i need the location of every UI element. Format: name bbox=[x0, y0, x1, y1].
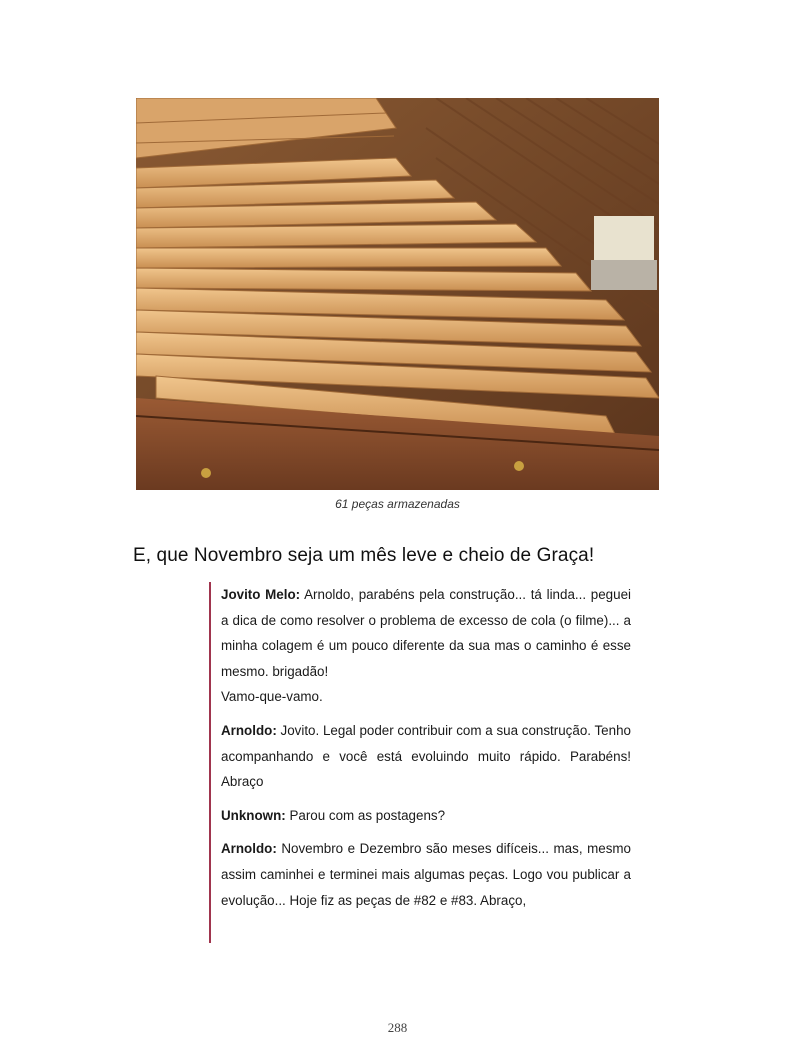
comment bbox=[221, 718, 631, 795]
comment bbox=[221, 803, 631, 829]
comment-text: Parou com as postagens? bbox=[289, 807, 446, 823]
stacked-wood-illustration bbox=[136, 98, 659, 490]
comment-text-extra: Vamo-que-vamo. bbox=[221, 689, 323, 705]
comment-author: Arnoldo: bbox=[221, 722, 277, 738]
comment-thread bbox=[209, 582, 631, 943]
comment-text: Novembro e Dezembro são meses difíceis... mas, mesmo assim caminhei e terminei mais algumas peças. Logo vou publicar a evolução... Hoje fiz as peças de #82 e #83. Abraço, bbox=[221, 841, 631, 908]
comment bbox=[221, 582, 631, 710]
comment bbox=[221, 836, 631, 913]
comment-author: Jovito Melo: bbox=[221, 587, 301, 602]
page-number: 288 bbox=[387, 1020, 408, 1035]
comment-author: Unknown: bbox=[221, 807, 286, 823]
comment-text: Jovito. Legal poder contribuir com a sua construção. Tenho acompanhando e você está evoluindo muito rápido. Parabéns! Abraço bbox=[221, 722, 631, 790]
photo-caption: 61 peças armazenadas bbox=[335, 497, 460, 511]
wood-pieces-photo bbox=[136, 98, 659, 490]
comment-text: Arnoldo, parabéns pela construção... tá linda... peguei a dica de como resolver o problema de excesso de cola (o filme)... a minha colagem é um pouco diferente da sua mas o caminho é esse mesmo. brigadão! bbox=[221, 587, 631, 679]
comment-author: Arnoldo: bbox=[221, 841, 277, 857]
section-heading: E, que Novembro seja um mês leve e cheio de Graça! bbox=[133, 545, 595, 566]
